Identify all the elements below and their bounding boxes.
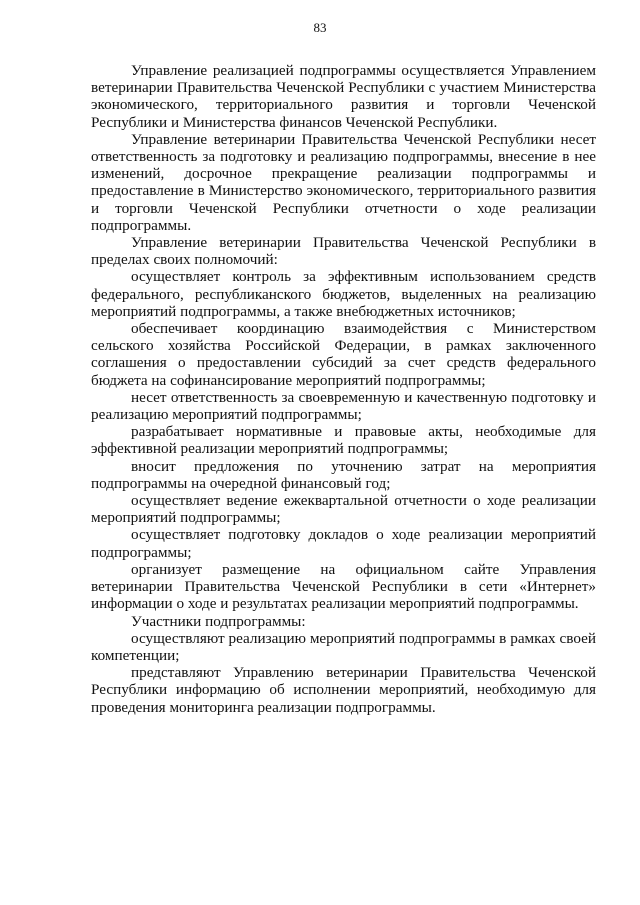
paragraph-coordination: обеспечивает координацию взаимодействия с Министерством сельского хозяйства Российской Федерации, в рамках заключенного соглашения о предоставлении субсидий за счет средств федерального бюджета на софинансирование мероприятий подпрограммы; xyxy=(91,320,596,389)
paragraph-responsibility: Управление ветеринарии Правительства Чеченской Республики несет ответственность за подготовку и реализацию подпрограммы, внесение в нее изменений, досрочное прекращение реализации подпрограммы и предоставление в Министерство экономического, территориального развития и торговли Чеченской Республики отчетности о ходе реализации подпрограммы. xyxy=(91,130,596,234)
page-number: 83 xyxy=(313,20,327,35)
paragraph-cost-proposals: вносит предложения по уточнению затрат на мероприятия подпрограммы на очередной финансовый год; xyxy=(91,457,596,492)
paragraph-timely-preparation: несет ответственность за своевременную и качественную подготовку и реализацию мероприятий подпрограммы; xyxy=(91,388,596,424)
paragraph-participants-implementation: осуществляют реализацию мероприятий подпрограммы в рамках своей компетенции; xyxy=(91,629,596,664)
paragraph-website-publication: организует размещение на официальном сайте Управления ветеринарии Правительства Чеченской Республики в сети «Интернет» информации о ходе и результатах реализации мероприятий подпрограммы. xyxy=(91,560,596,613)
paragraph-management-overview: Управление реализацией подпрограммы осуществляется Управлением ветеринарии Правительства Чеченской Республики с участием Министерства экономического, территориального развития и торговли Чеченской Республики и Министерства финансов Чеченской Республики. xyxy=(91,62,596,131)
paragraph-quarterly-reporting: осуществляет ведение ежеквартальной отчетности о ходе реализации мероприятий подпрограммы; xyxy=(91,492,596,527)
paragraph-progress-reports: осуществляет подготовку докладов о ходе реализации мероприятий подпрограммы; xyxy=(91,526,596,561)
paragraph-participants-reporting: представляют Управлению ветеринарии Правительства Чеченской Республики информацию об исполнении мероприятий, необходимую для проведения мониторинга реализации подпрограммы. xyxy=(91,664,596,716)
paragraph-legal-acts: разрабатывает нормативные и правовые акты, необходимые для эффективной реализации мероприятий подпрограммы; xyxy=(91,423,596,458)
paragraph-powers-intro: Управление ветеринарии Правительства Чеченской Республики в пределах своих полномочий: xyxy=(91,234,596,269)
document-body xyxy=(91,62,596,716)
paragraph-participants-heading: Участники подпрограммы: xyxy=(131,612,306,630)
paragraph-budget-control: осуществляет контроль за эффективным использованием средств федерального, республиканского бюджетов, выделенных на реализацию мероприятий подпрограммы, а также внебюджетных источников; xyxy=(91,268,596,320)
